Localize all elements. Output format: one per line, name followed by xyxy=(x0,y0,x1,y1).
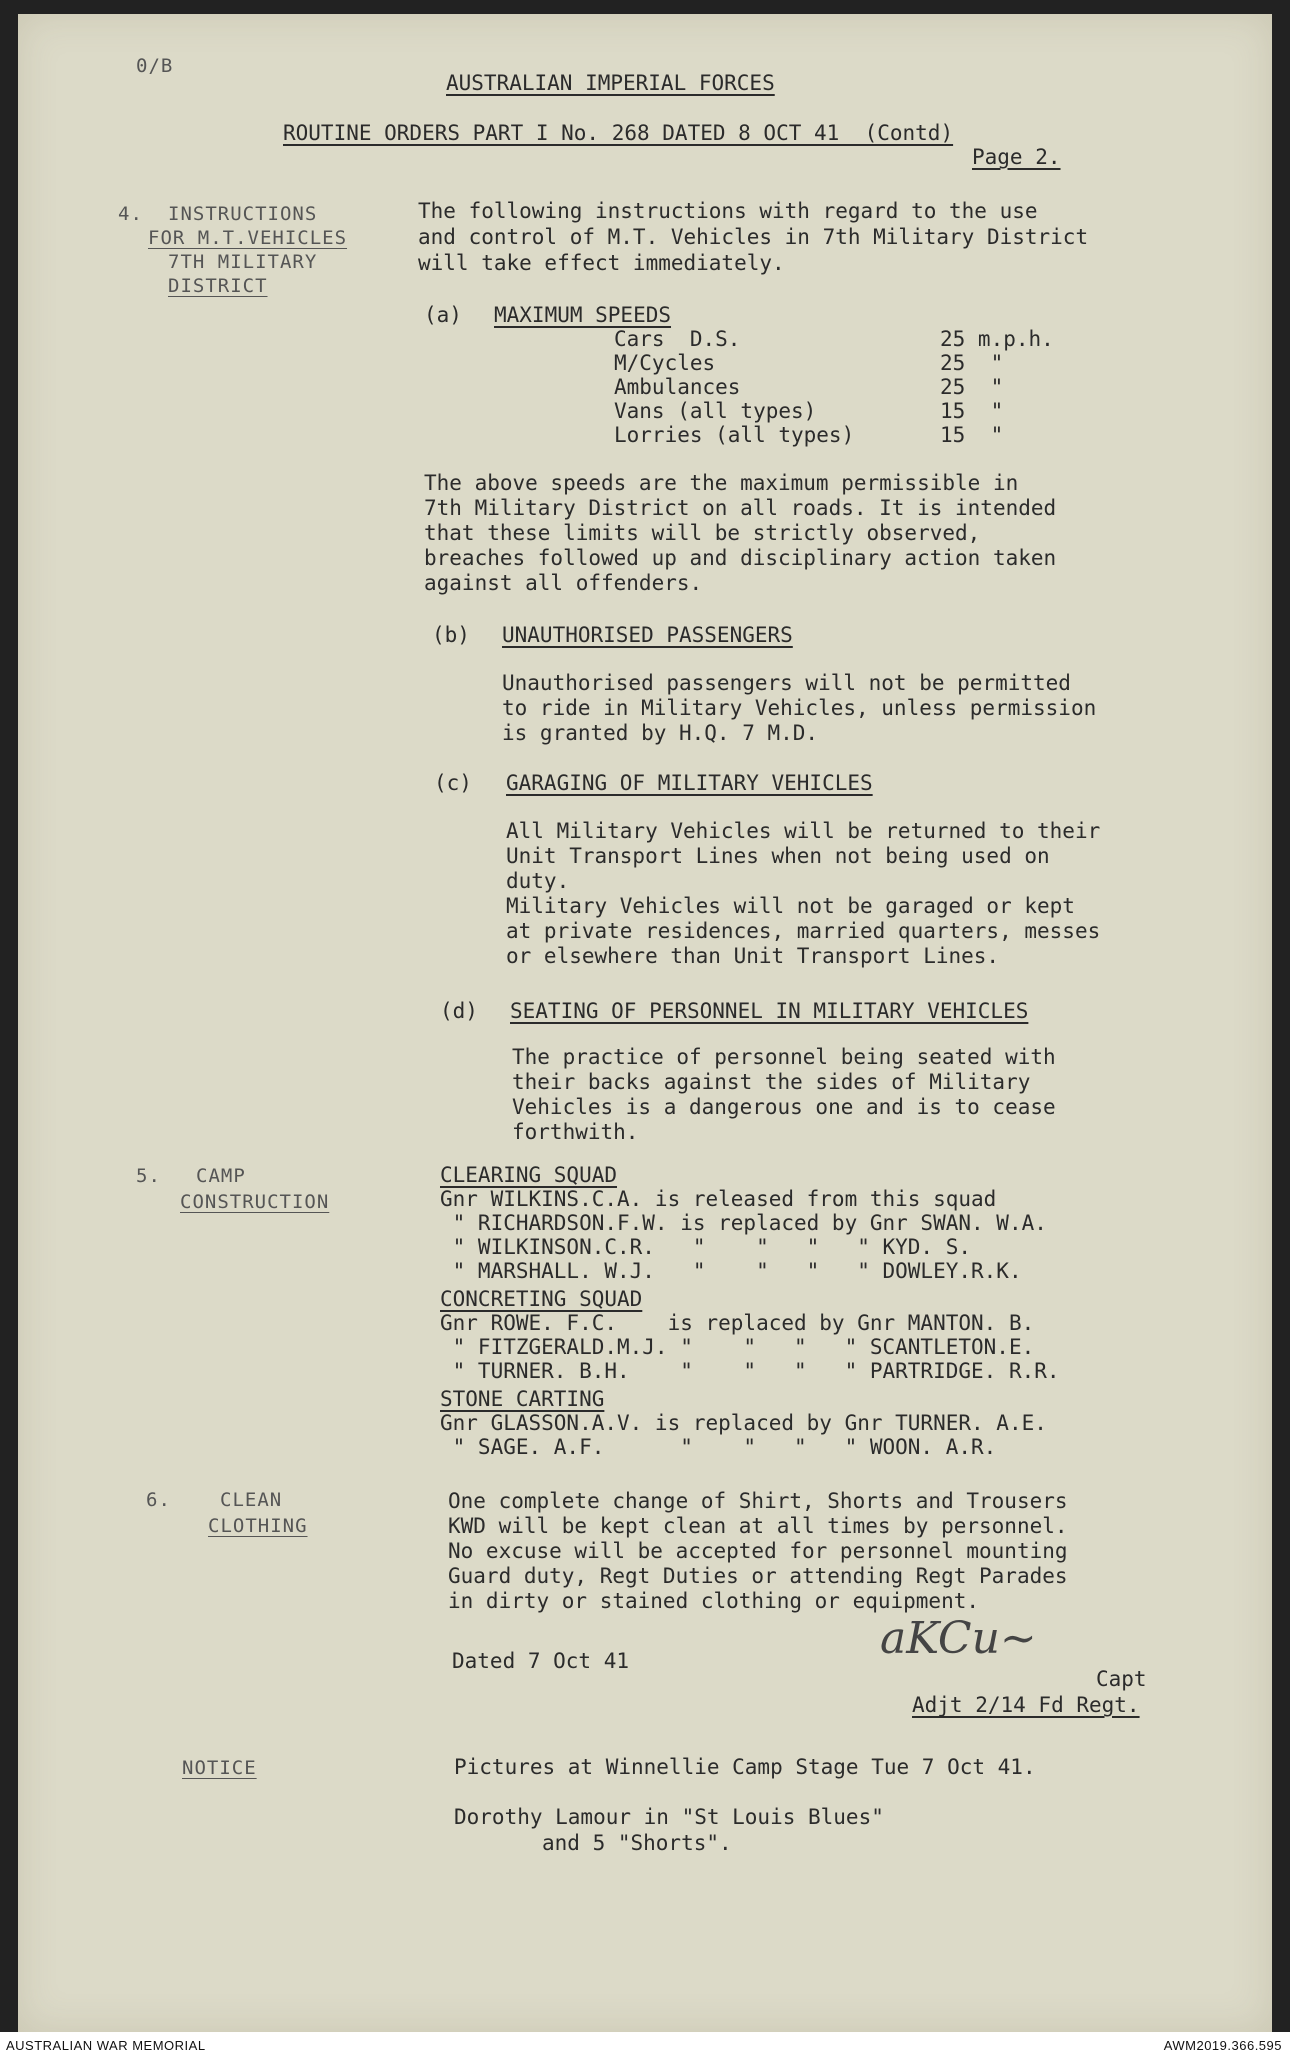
speed-value: 25 " xyxy=(940,375,1004,399)
squad-heading: STONE CARTING xyxy=(440,1387,605,1411)
notice-heading: NOTICE xyxy=(182,1757,257,1779)
signatory-rank: Capt xyxy=(1096,1667,1147,1691)
subsection-heading: SEATING OF PERSONNEL IN MILITARY VEHICLES xyxy=(510,999,1029,1023)
paragraph-line: and control of M.T. Vehicles in 7th Military District xyxy=(418,225,1089,249)
margin-heading: CONSTRUCTION xyxy=(180,1191,330,1213)
paragraph-line: KWD will be kept clean at all times by personnel. xyxy=(448,1514,1068,1538)
document-subtitle: ROUTINE ORDERS PART I No. 268 DATED 8 OCT 41 (Contd) xyxy=(283,121,954,145)
section-number: 4. xyxy=(118,203,143,225)
paragraph-line: Guard duty, Regt Duties or attending Regt Parades xyxy=(448,1564,1068,1588)
squad-line: " SAGE. A.F. " " " " WOON. A.R. xyxy=(440,1435,997,1459)
paragraph-line: forthwith. xyxy=(512,1120,639,1144)
signature: aKCu~ xyxy=(880,1613,1037,1664)
archive-footer xyxy=(0,2032,1290,2061)
speed-vehicle: Lorries (all types) xyxy=(614,423,855,447)
squad-line: Gnr ROWE. F.C. is replaced by Gnr MANTON. B. xyxy=(440,1311,1035,1335)
speed-vehicle: Vans (all types) xyxy=(614,399,817,423)
paragraph-line: against all offenders. xyxy=(424,571,703,595)
paragraph-line: Unit Transport Lines when not being used on xyxy=(506,844,1050,868)
squad-line: " FITZGERALD.M.J. " " " " SCANTLETON.E. xyxy=(440,1335,1035,1359)
speed-vehicle: Cars D.S. xyxy=(614,327,741,351)
paragraph-line: No excuse will be accepted for personnel mounting xyxy=(448,1539,1068,1563)
page-number: Page 2. xyxy=(972,145,1061,169)
subsection-label: (c) xyxy=(434,771,472,795)
margin-heading: INSTRUCTIONS xyxy=(168,203,318,225)
paragraph-line: that these limits will be strictly observed, xyxy=(424,521,981,545)
subsection-heading: UNAUTHORISED PASSENGERS xyxy=(502,623,793,647)
notice-line: and 5 "Shorts". xyxy=(542,1831,732,1855)
paragraph-line: One complete change of Shirt, Shorts and Trousers xyxy=(448,1489,1068,1513)
paragraph-line: The above speeds are the maximum permissible in xyxy=(424,471,1019,495)
speed-value: 15 " xyxy=(940,399,1004,423)
subsection-label: (d) xyxy=(440,999,478,1023)
paragraph-line: in dirty or stained clothing or equipment. xyxy=(448,1589,980,1613)
section-number: 6. xyxy=(146,1489,171,1511)
archive-name: AUSTRALIAN WAR MEMORIAL xyxy=(6,2038,206,2053)
paragraph-line: to ride in Military Vehicles, unless permission xyxy=(502,696,1097,720)
squad-line: Gnr WILKINS.C.A. is released from this squad xyxy=(440,1187,997,1211)
margin-heading: 7TH MILITARY xyxy=(168,251,318,273)
dated-line: Dated 7 Oct 41 xyxy=(452,1649,630,1673)
margin-heading: DISTRICT xyxy=(168,275,268,297)
paragraph-line: duty. xyxy=(506,869,570,893)
subsection-heading: GARAGING OF MILITARY VEHICLES xyxy=(506,771,873,795)
subsection-label: (b) xyxy=(432,623,470,647)
notice-line: Pictures at Winnellie Camp Stage Tue 7 Oct 41. xyxy=(454,1755,1036,1779)
squad-heading: CONCRETING SQUAD xyxy=(440,1287,643,1311)
squad-heading: CLEARING SQUAD xyxy=(440,1163,618,1187)
document-title: AUSTRALIAN IMPERIAL FORCES xyxy=(446,71,775,95)
speed-value: 15 " xyxy=(940,423,1004,447)
paragraph-line: Military Vehicles will not be garaged or kept xyxy=(506,894,1075,918)
paragraph-line: 7th Military District on all roads. It is intended xyxy=(424,496,1057,520)
archive-reference: AWM2019.366.595 xyxy=(1163,2038,1282,2053)
corner-mark: 0/B xyxy=(136,55,174,77)
squad-line: " MARSHALL. W.J. " " " " DOWLEY.R.K. xyxy=(440,1259,1022,1283)
margin-heading: FOR M.T.VEHICLES xyxy=(148,227,348,249)
subsection-heading: MAXIMUM SPEEDS xyxy=(494,303,672,327)
speed-vehicle: M/Cycles xyxy=(614,351,716,375)
squad-line: " WILKINSON.C.R. " " " " KYD. S. xyxy=(440,1235,972,1259)
margin-heading: CLEAN xyxy=(220,1489,283,1511)
paragraph-line: The following instructions with regard to the use xyxy=(418,199,1038,223)
paragraph-line: All Military Vehicles will be returned to their xyxy=(506,819,1101,843)
paragraph-line: is granted by H.Q. 7 M.D. xyxy=(502,721,819,745)
speed-value: 25 m.p.h. xyxy=(940,327,1054,351)
squad-line: Gnr GLASSON.A.V. is replaced by Gnr TURNER. A.E. xyxy=(440,1411,1047,1435)
notice-line: Dorothy Lamour in "St Louis Blues" xyxy=(454,1805,884,1829)
document-sheet xyxy=(18,14,1272,2032)
paragraph-line: or elsewhere than Unit Transport Lines. xyxy=(506,944,1000,968)
margin-heading: CLOTHING xyxy=(208,1515,308,1537)
squad-line: " RICHARDSON.F.W. is replaced by Gnr SWAN. W.A. xyxy=(440,1211,1047,1235)
speed-vehicle: Ambulances xyxy=(614,375,741,399)
paragraph-line: Vehicles is a dangerous one and is to cease xyxy=(512,1095,1056,1119)
paragraph-line: The practice of personnel being seated with xyxy=(512,1045,1056,1069)
paragraph-line: at private residences, married quarters, messes xyxy=(506,919,1101,943)
paragraph-line: Unauthorised passengers will not be permitted xyxy=(502,671,1071,695)
speed-value: 25 " xyxy=(940,351,1004,375)
signatory-appointment: Adjt 2/14 Fd Regt. xyxy=(912,1693,1140,1717)
squad-line: " TURNER. B.H. " " " " PARTRIDGE. R.R. xyxy=(440,1359,1060,1383)
subsection-label: (a) xyxy=(424,303,462,327)
paragraph-line: will take effect immediately. xyxy=(418,251,785,275)
section-number: 5. xyxy=(136,1165,161,1187)
paragraph-line: their backs against the sides of Military xyxy=(512,1070,1031,1094)
paragraph-line: breaches followed up and disciplinary action taken xyxy=(424,546,1057,570)
margin-heading: CAMP xyxy=(196,1165,246,1187)
